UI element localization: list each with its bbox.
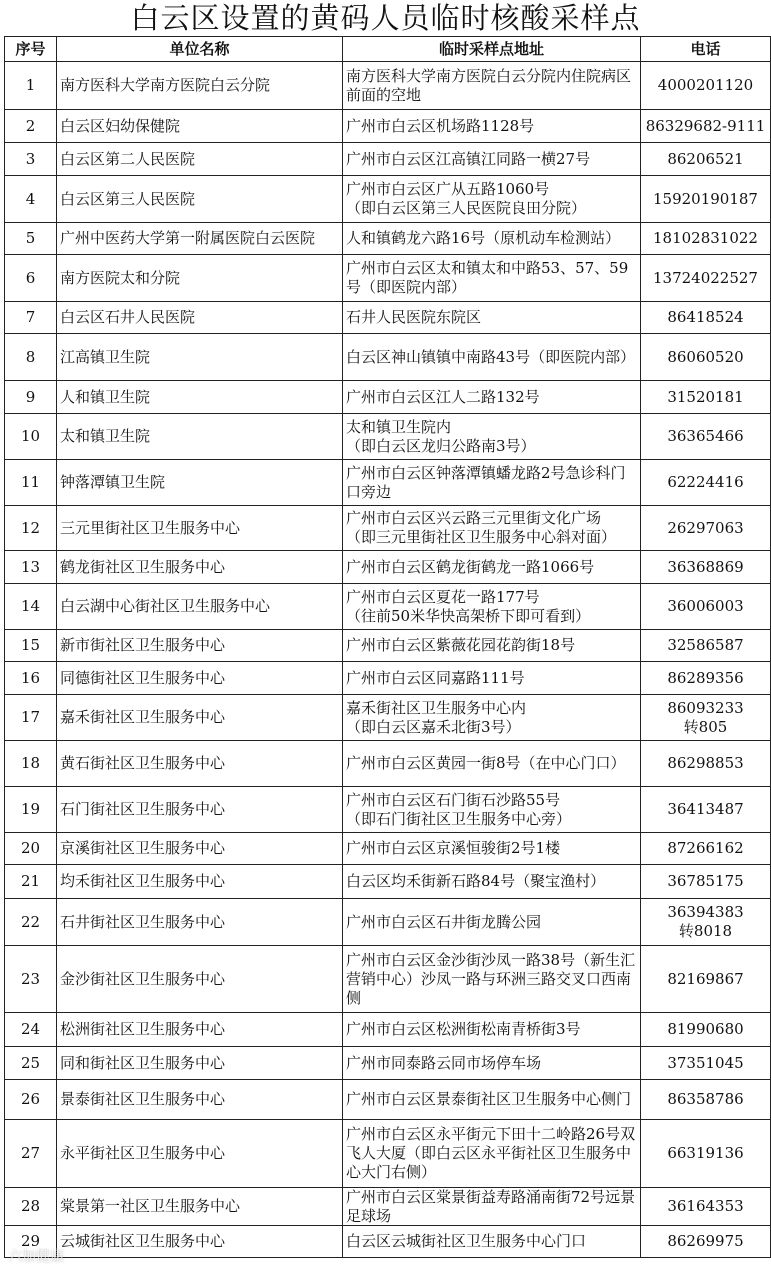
- row-number-text: 25: [20, 1053, 41, 1072]
- site-address-text: 广州市白云区京溪恒骏街2号1楼: [346, 839, 561, 857]
- table-row: [5, 1226, 771, 1258]
- site-address: [343, 1047, 641, 1080]
- phone-number-text: 36368869: [667, 557, 744, 576]
- phone-number: [641, 62, 771, 110]
- row-number-text: 26: [20, 1090, 41, 1108]
- row-number-text: 8: [25, 347, 36, 366]
- phone-number: [641, 334, 771, 381]
- unit-name-text: 永平街社区卫生服务中心: [60, 1144, 226, 1162]
- site-address-text: 广州市白云区石井街龙腾公园: [346, 912, 542, 931]
- row-number: [5, 695, 57, 741]
- site-address: [343, 414, 641, 460]
- site-address-text: 广州市白云区同嘉路111号: [346, 668, 525, 687]
- site-address-text: 广州市白云区江人二路132号: [346, 387, 540, 406]
- unit-name: [57, 1120, 343, 1188]
- row-number-text: 29: [20, 1232, 41, 1250]
- table-row: [5, 630, 771, 662]
- phone-number-text: 86329682-9111: [645, 116, 766, 135]
- phone-number-text: 15920190187: [653, 189, 758, 208]
- row-number-text: 4: [25, 189, 36, 208]
- site-address-text: 广州市白云区兴云路三元里街文化广场 （即三元里街社区卫生服务中心斜对面）: [346, 509, 617, 546]
- row-number: [5, 506, 57, 551]
- unit-name-text: 江高镇卫生院: [60, 347, 151, 366]
- table-row: [5, 787, 771, 833]
- table-row: [5, 865, 771, 899]
- site-address-text: 南方医科大学南方医院白云分院内住院病区前面的空地: [346, 66, 632, 104]
- phone-number: [641, 630, 771, 662]
- site-address-text: 广州市白云区景泰街社区卫生服务中心侧门: [346, 1090, 632, 1108]
- phone-number: [641, 1080, 771, 1120]
- phone-number-text: 86060520: [667, 347, 744, 366]
- unit-name-text: 新市街社区卫生服务中心: [60, 636, 226, 654]
- unit-name: [57, 551, 343, 584]
- phone-number: [641, 662, 771, 695]
- site-address-text: 广州市白云区鹤龙街鹤龙一路1066号: [346, 557, 595, 576]
- unit-name: [57, 176, 343, 223]
- table-row: [5, 143, 771, 176]
- unit-name-text: 白云区妇幼保健院: [60, 116, 181, 135]
- table-row: [5, 110, 771, 143]
- row-number: [5, 741, 57, 787]
- phone-number-text: 18102831022: [653, 229, 758, 247]
- unit-name-text: 钟落潭镇卫生院: [60, 473, 166, 491]
- sampling-sites-table: [4, 36, 771, 1258]
- phone-number-text: 66319136: [667, 1144, 744, 1162]
- row-number: [5, 1188, 57, 1226]
- unit-name-text: 均禾街社区卫生服务中心: [60, 872, 226, 890]
- row-number: [5, 833, 57, 865]
- table-row: [5, 946, 771, 1013]
- unit-name: [57, 110, 343, 143]
- unit-name: [57, 143, 343, 176]
- table-row: [5, 741, 771, 787]
- table-body: [5, 62, 771, 1258]
- phone-number: [641, 1120, 771, 1188]
- unit-name: [57, 460, 343, 506]
- site-address-text: 太和镇卫生院内 （即白云区龙归公路南3号）: [346, 417, 536, 455]
- phone-number-text: 36164353: [667, 1197, 744, 1215]
- phone-number-text: 36394383 转8018: [667, 903, 744, 940]
- phone-number-text: 26297063: [667, 518, 744, 537]
- site-address-text: 广州市白云区松洲街松南青桥街3号: [346, 1020, 581, 1038]
- table-row: [5, 662, 771, 695]
- site-address-text: 白云区神山镇镇中南路43号（即医院内部）: [346, 347, 636, 366]
- site-address: [343, 1188, 641, 1226]
- row-number: [5, 946, 57, 1013]
- unit-name-text: 同和街社区卫生服务中心: [60, 1053, 226, 1072]
- site-address-text: 广州市白云区机场路1128号: [346, 116, 535, 135]
- phone-number-text: 86269975: [667, 1232, 744, 1250]
- row-number-text: 28: [20, 1197, 41, 1215]
- phone-number: [641, 143, 771, 176]
- unit-name: [57, 662, 343, 695]
- row-number-text: 12: [20, 518, 41, 537]
- unit-name: [57, 1013, 343, 1047]
- phone-number-text: 36413487: [667, 800, 744, 818]
- site-address: [343, 946, 641, 1013]
- row-number-text: 16: [20, 668, 41, 687]
- phone-number: [641, 460, 771, 506]
- unit-name: [57, 1188, 343, 1226]
- row-number-text: 17: [20, 708, 41, 726]
- row-number: [5, 1047, 57, 1080]
- site-address: [343, 381, 641, 414]
- table-row: [5, 833, 771, 865]
- row-number-text: 21: [20, 872, 41, 890]
- unit-name: [57, 787, 343, 833]
- table-row: [5, 584, 771, 630]
- phone-number: [641, 741, 771, 787]
- site-address-text: 广州市白云区江高镇江同路一横27号: [346, 149, 591, 168]
- table-row: [5, 255, 771, 302]
- unit-name: [57, 223, 343, 255]
- row-number: [5, 899, 57, 946]
- unit-name-text: 鹤龙街社区卫生服务中心: [60, 557, 226, 576]
- phone-number-text: 82169867: [667, 969, 744, 988]
- row-number-text: 2: [25, 116, 36, 135]
- row-number: [5, 1013, 57, 1047]
- unit-name-text: 石井街社区卫生服务中心: [60, 912, 226, 931]
- site-address: [343, 1226, 641, 1258]
- table-row: [5, 414, 771, 460]
- site-address-text: 广州市白云区石门街石沙路55号 （即石门街社区卫生服务中心旁）: [346, 790, 572, 828]
- site-address-text: 广州市白云区紫薇花园花韵街18号: [346, 636, 576, 654]
- unit-name: [57, 334, 343, 381]
- row-number-text: 19: [20, 800, 41, 818]
- unit-name-text: 松洲街社区卫生服务中心: [60, 1020, 226, 1038]
- row-number: [5, 302, 57, 334]
- row-number: [5, 662, 57, 695]
- unit-name: [57, 414, 343, 460]
- watermark-logo: 六加健康: [8, 1249, 64, 1265]
- table-row: [5, 223, 771, 255]
- row-number: [5, 865, 57, 899]
- row-number-text: 1: [25, 76, 36, 94]
- site-address: [343, 662, 641, 695]
- unit-name: [57, 584, 343, 630]
- site-address-text: 广州市白云区太和镇太和中路53、57、59号（即医院内部）: [346, 259, 629, 296]
- unit-name-text: 白云湖中心街社区卫生服务中心: [60, 597, 271, 615]
- row-number: [5, 143, 57, 176]
- site-address-text: 广州市白云区金沙街沙凤一路38号（新生汇营销中心）沙凤一路与环洲三路交叉口西南侧: [346, 950, 636, 1007]
- site-address: [343, 176, 641, 223]
- phone-number: [641, 176, 771, 223]
- site-address: [343, 551, 641, 584]
- unit-name-text: 白云区第三人民医院: [60, 189, 196, 208]
- site-address: [343, 143, 641, 176]
- row-number-text: 23: [20, 969, 41, 988]
- table-row: [5, 899, 771, 946]
- unit-name: [57, 1047, 343, 1080]
- phone-number: [641, 551, 771, 584]
- unit-name-text: 广州中医药大学第一附属医院白云医院: [60, 229, 316, 247]
- unit-name-text: 人和镇卫生院: [60, 387, 151, 406]
- site-address-text: 白云区云城街社区卫生服务中心门口: [346, 1232, 587, 1250]
- phone-number: [641, 302, 771, 334]
- site-address-text: 广州市白云区夏花一路177号 （往前50米华快高架桥下即可看到）: [346, 587, 591, 625]
- phone-number: [641, 506, 771, 551]
- table-row: [5, 381, 771, 414]
- phone-number: [641, 787, 771, 833]
- unit-name: [57, 946, 343, 1013]
- site-address: [343, 741, 641, 787]
- header-unit-name: 单位名称: [57, 37, 343, 62]
- site-address: [343, 223, 641, 255]
- table-row: [5, 551, 771, 584]
- header-address: 临时采样点地址: [343, 37, 641, 62]
- unit-name-text: 嘉禾街社区卫生服务中心: [60, 708, 226, 726]
- unit-name: [57, 506, 343, 551]
- unit-name: [57, 741, 343, 787]
- unit-name: [57, 833, 343, 865]
- site-address: [343, 584, 641, 630]
- site-address: [343, 630, 641, 662]
- row-number-text: 7: [25, 308, 36, 326]
- site-address: [343, 833, 641, 865]
- table-row: [5, 460, 771, 506]
- row-number-text: 24: [20, 1020, 41, 1038]
- phone-number-text: 62224416: [667, 473, 744, 491]
- phone-number: [641, 695, 771, 741]
- page-title: 白云区设置的黄码人员临时核酸采样点: [130, 1, 641, 35]
- phone-number: [641, 946, 771, 1013]
- unit-name-text: 景泰街社区卫生服务中心: [60, 1090, 226, 1108]
- unit-name-text: 南方医院太和分院: [60, 268, 181, 287]
- unit-name-text: 白云区石井人民医院: [60, 308, 196, 326]
- unit-name: [57, 899, 343, 946]
- unit-name-text: 黄石街社区卫生服务中心: [60, 754, 226, 772]
- row-number: [5, 551, 57, 584]
- row-number: [5, 584, 57, 630]
- phone-number: [641, 1047, 771, 1080]
- site-address: [343, 695, 641, 741]
- unit-name: [57, 695, 343, 741]
- unit-name: [57, 630, 343, 662]
- phone-number: [641, 1013, 771, 1047]
- phone-number-text: 86093233 转805: [667, 698, 744, 736]
- phone-number: [641, 414, 771, 460]
- table-row: [5, 1120, 771, 1188]
- unit-name: [57, 381, 343, 414]
- unit-name-text: 金沙街社区卫生服务中心: [60, 969, 226, 988]
- site-address: [343, 334, 641, 381]
- row-number: [5, 1120, 57, 1188]
- phone-number: [641, 1226, 771, 1258]
- phone-number: [641, 833, 771, 865]
- header-phone: 电话: [641, 37, 771, 62]
- site-address-text: 广州市白云区永平街元下田十二岭路26号双飞人大厦（即白云区永平街社区卫生服务中心大门右侧）: [346, 1125, 636, 1181]
- site-address: [343, 1013, 641, 1047]
- phone-number-text: 36006003: [667, 597, 744, 615]
- phone-number-text: 37351045: [667, 1053, 744, 1072]
- site-address: [343, 460, 641, 506]
- phone-number-text: 86418524: [667, 308, 744, 326]
- phone-number: [641, 584, 771, 630]
- unit-name-text: 南方医科大学南方医院白云分院: [60, 76, 271, 94]
- unit-name: [57, 865, 343, 899]
- row-number: [5, 460, 57, 506]
- row-number-text: 3: [25, 149, 36, 168]
- row-number: [5, 787, 57, 833]
- row-number-text: 13: [20, 557, 41, 576]
- row-number-text: 20: [20, 839, 41, 857]
- phone-number-text: 32586587: [667, 636, 744, 654]
- unit-name-text: 三元里街社区卫生服务中心: [60, 518, 241, 537]
- phone-number: [641, 865, 771, 899]
- unit-name: [57, 1080, 343, 1120]
- unit-name-text: 太和镇卫生院: [60, 427, 151, 445]
- table-row: [5, 334, 771, 381]
- phone-number: [641, 255, 771, 302]
- site-address: [343, 506, 641, 551]
- site-address-text: 广州市白云区棠景街益寿路涌南街72号远景足球场: [346, 1188, 636, 1225]
- unit-name: [57, 1226, 343, 1258]
- table-row: [5, 62, 771, 110]
- table-row: [5, 1047, 771, 1080]
- phone-number: [641, 223, 771, 255]
- phone-number-text: 86298853: [667, 754, 744, 772]
- phone-number-text: 13724022527: [653, 268, 758, 287]
- site-address: [343, 865, 641, 899]
- row-number: [5, 334, 57, 381]
- unit-name-text: 白云区第二人民医院: [60, 149, 196, 168]
- phone-number: [641, 110, 771, 143]
- site-address-text: 石井人民医院东院区: [346, 308, 482, 326]
- site-address-text: 广州市同泰路云同市场停车场: [346, 1053, 542, 1072]
- phone-number-text: 4000201120: [657, 76, 754, 94]
- site-address-text: 广州市白云区广从五路1060号 （即白云区第三人民医院良田分院）: [346, 180, 587, 217]
- table-row: [5, 1013, 771, 1047]
- phone-number-text: 86289356: [667, 668, 744, 687]
- site-address: [343, 1120, 641, 1188]
- phone-number-text: 36785175: [667, 872, 744, 890]
- phone-number-text: 87266162: [667, 839, 744, 857]
- phone-number-text: 86206521: [667, 149, 744, 168]
- phone-number-text: 81990680: [667, 1020, 744, 1038]
- unit-name-text: 同德街社区卫生服务中心: [60, 668, 226, 687]
- unit-name: [57, 255, 343, 302]
- site-address: [343, 110, 641, 143]
- phone-number: [641, 899, 771, 946]
- site-address: [343, 899, 641, 946]
- row-number-text: 22: [20, 912, 41, 931]
- row-number: [5, 630, 57, 662]
- table-row: [5, 506, 771, 551]
- row-number-text: 27: [20, 1144, 41, 1162]
- site-address-text: 嘉禾街社区卫生服务中心内 （即白云区嘉禾北街3号）: [346, 698, 527, 736]
- table-row: [5, 695, 771, 741]
- row-number: [5, 381, 57, 414]
- unit-name-text: 京溪街社区卫生服务中心: [60, 839, 226, 857]
- row-number: [5, 414, 57, 460]
- row-number: [5, 255, 57, 302]
- site-address-text: 白云区均禾街新石路84号（聚宝渔村）: [346, 872, 606, 890]
- phone-number-text: 31520181: [667, 387, 744, 406]
- row-number-text: 10: [20, 427, 41, 445]
- phone-number: [641, 1188, 771, 1226]
- row-number: [5, 1080, 57, 1120]
- site-address-text: 人和镇鹤龙六路16号（原机动车检测站）: [346, 229, 621, 247]
- unit-name-text: 云城街社区卫生服务中心: [60, 1232, 226, 1250]
- row-number-text: 14: [20, 597, 41, 615]
- row-number-text: 5: [25, 229, 36, 247]
- unit-name: [57, 302, 343, 334]
- site-address: [343, 62, 641, 110]
- header-no: 序号: [5, 37, 57, 62]
- site-address-text: 广州市白云区黄园一街8号（在中心门口）: [346, 754, 626, 772]
- site-address: [343, 302, 641, 334]
- row-number-text: 18: [20, 754, 41, 772]
- row-number: [5, 110, 57, 143]
- row-number-text: 6: [25, 268, 36, 287]
- table-row: [5, 1080, 771, 1120]
- table-row: [5, 1188, 771, 1226]
- row-number-text: 11: [20, 473, 41, 491]
- row-number-text: 9: [25, 387, 36, 406]
- table-row: [5, 176, 771, 223]
- site-address: [343, 787, 641, 833]
- unit-name-text: 棠景第一社区卫生服务中心: [60, 1197, 241, 1215]
- table-row: [5, 302, 771, 334]
- phone-number-text: 36365466: [667, 427, 744, 445]
- phone-number-text: 86358786: [667, 1090, 744, 1108]
- unit-name: [57, 62, 343, 110]
- row-number-text: 15: [20, 636, 41, 654]
- row-number: [5, 223, 57, 255]
- unit-name-text: 石门街社区卫生服务中心: [60, 800, 226, 818]
- phone-number: [641, 381, 771, 414]
- row-number: [5, 176, 57, 223]
- site-address-text: 广州市白云区钟落潭镇蟠龙路2号急诊科门口旁边: [346, 463, 626, 501]
- site-address: [343, 255, 641, 302]
- table-header-row: [5, 37, 771, 62]
- row-number: [5, 62, 57, 110]
- site-address: [343, 1080, 641, 1120]
